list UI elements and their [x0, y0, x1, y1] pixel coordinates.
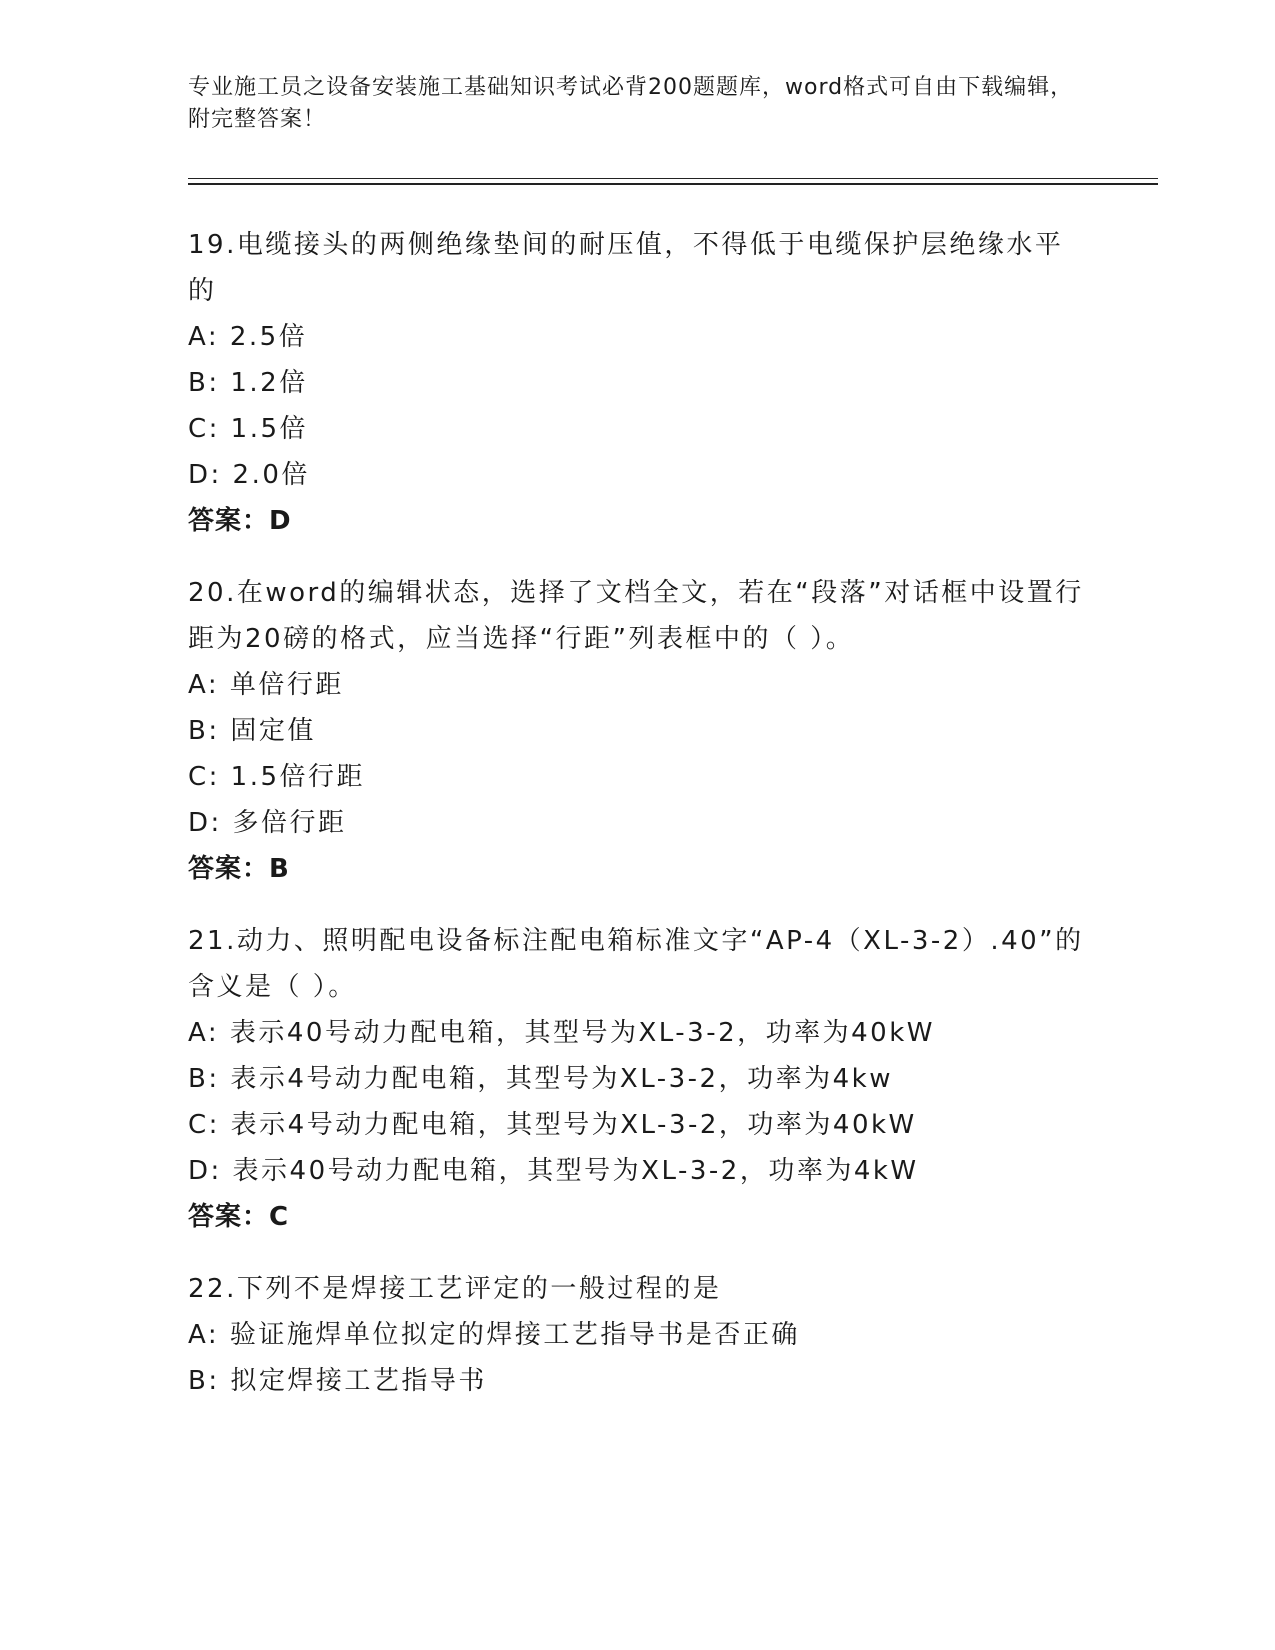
header-divider-thin — [188, 178, 1158, 179]
question-stem: 21.动力、照明配电设备标注配电箱标准文字“AP-4（XL-3-2）.40”的含义是（ ）。 — [188, 926, 1084, 1002]
question-21 — [188, 918, 1088, 1240]
option-b: B: 拟定焊接工艺指导书 — [188, 1366, 487, 1396]
question-22 — [188, 1266, 1088, 1404]
question-stem: 19.电缆接头的两侧绝缘垫间的耐压值，不得低于电缆保护层绝缘水平的 — [188, 230, 1064, 306]
option-c: C: 1.5倍 — [188, 414, 309, 444]
document-header: 专业施工员之设备安装施工基础知识考试必背200题题库，word格式可自由下载编辑，附完整答案！ — [188, 75, 1074, 132]
option-d: D: 多倍行距 — [188, 808, 347, 838]
option-a: A: 验证施焊单位拟定的焊接工艺指导书是否正确 — [188, 1320, 800, 1350]
option-c: C: 表示4号动力配电箱，其型号为XL-3-2，功率为40kW — [188, 1110, 917, 1140]
option-a: A: 表示40号动力配电箱，其型号为XL-3-2，功率为40kW — [188, 1018, 935, 1048]
option-b: B: 固定值 — [188, 716, 316, 746]
option-c: C: 1.5倍行距 — [188, 762, 366, 792]
question-20 — [188, 570, 1088, 892]
option-d: D: 2.0倍 — [188, 460, 310, 490]
question-stem: 22.下列不是焊接工艺评定的一般过程的是 — [188, 1274, 722, 1304]
answer: 答案：D — [188, 506, 292, 536]
option-b: B: 表示4号动力配电箱，其型号为XL-3-2，功率为4kw — [188, 1064, 893, 1094]
header-divider-thick — [188, 183, 1158, 185]
option-a: A: 单倍行距 — [188, 670, 344, 700]
answer: 答案：B — [188, 854, 290, 884]
answer: 答案：C — [188, 1202, 290, 1232]
option-d: D: 表示40号动力配电箱，其型号为XL-3-2，功率为4kW — [188, 1156, 919, 1186]
question-stem: 20.在word的编辑状态，选择了文档全文，若在“段落”对话框中设置行距为20磅的格式，应当选择“行距”列表框中的（ ）。 — [188, 578, 1084, 654]
option-a: A: 2.5倍 — [188, 322, 308, 352]
question-19 — [188, 222, 1088, 544]
option-b: B: 1.2倍 — [188, 368, 308, 398]
